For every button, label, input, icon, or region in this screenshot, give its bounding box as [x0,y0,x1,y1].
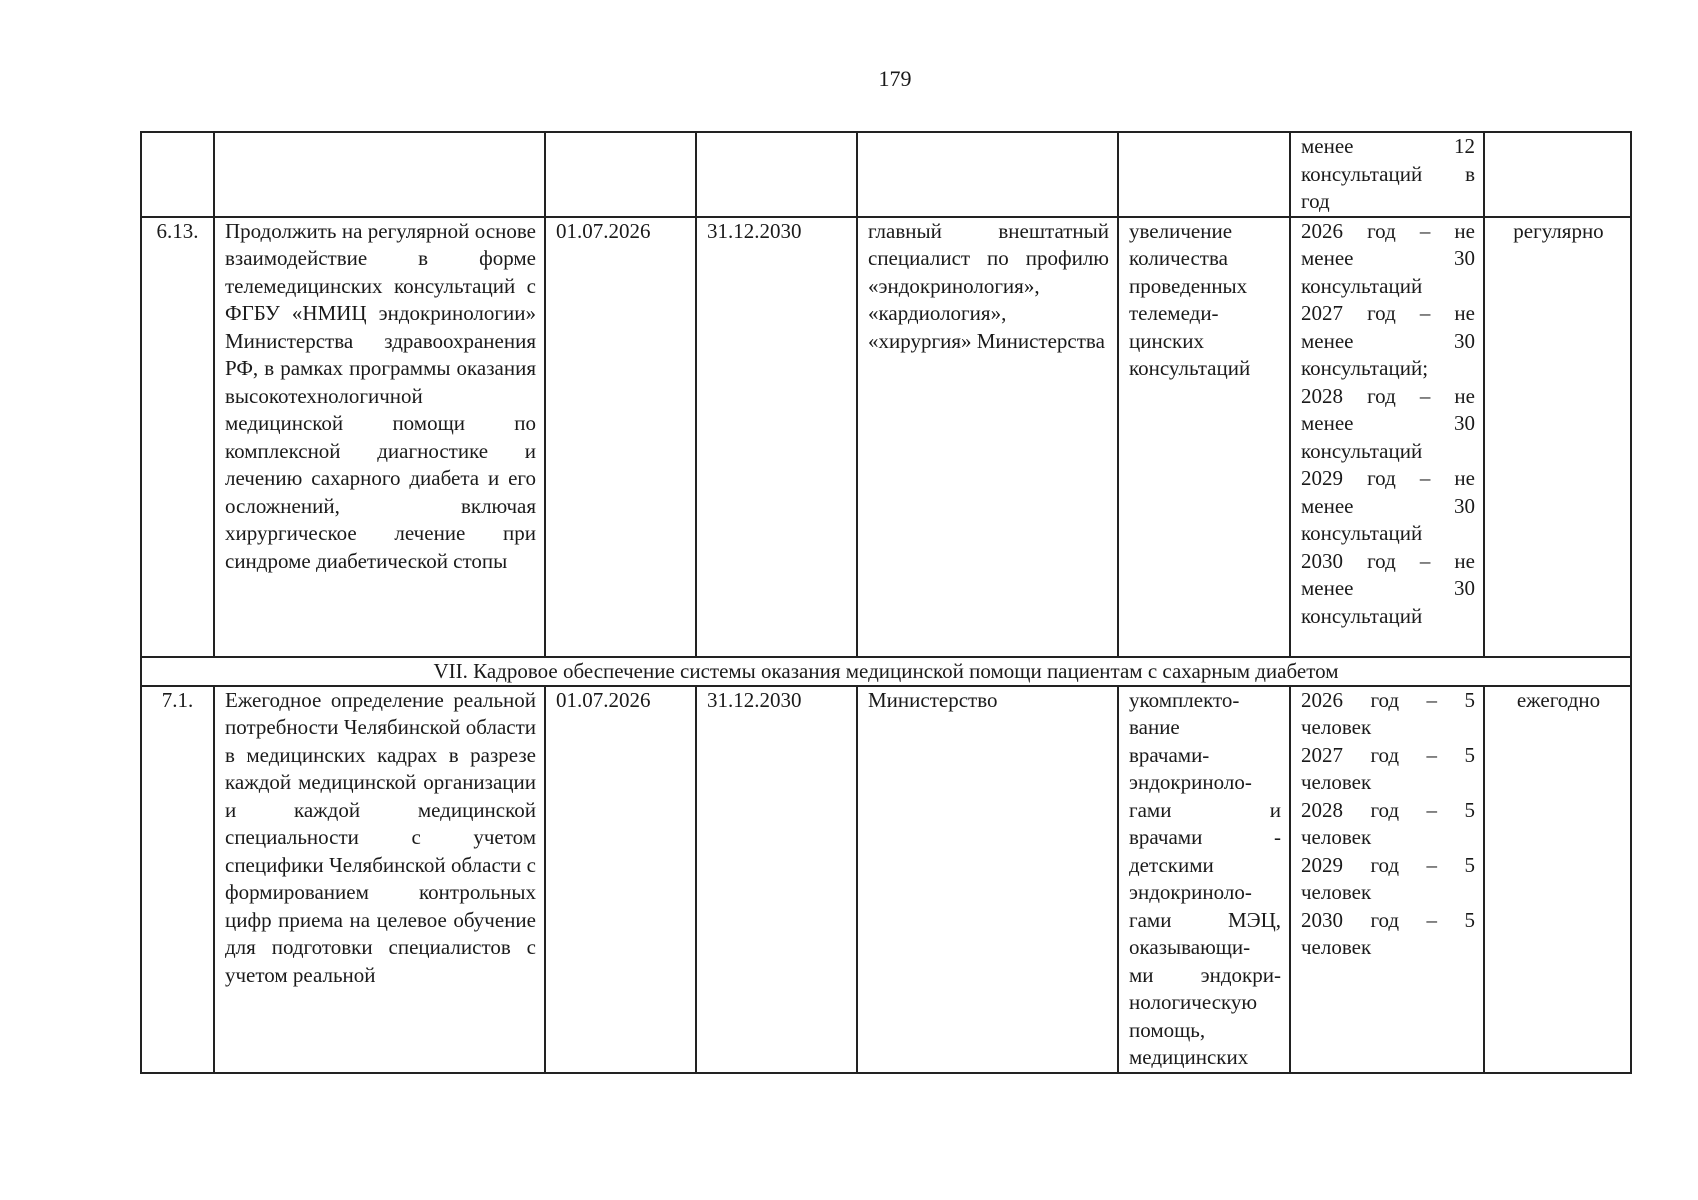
cell-result [1118,217,1290,657]
action-plan-table [140,131,1632,1074]
section-header-row [141,657,1631,686]
cell-line: менее 30 [1301,493,1475,518]
table-row [141,217,1631,657]
cell-line: нологическую [1129,990,1258,1014]
cell-line: детскими [1129,852,1214,877]
cell-end-date [696,132,857,217]
cell-line: 2026 год – не [1301,218,1475,243]
cell-line: оказывающи- [1129,935,1251,959]
cell-start-date: 01.07.2026 [545,686,696,1073]
cell-line: 2028 год – 5 [1301,797,1475,822]
cell-line: врачами- [1129,742,1210,767]
cell-responsible [857,132,1118,217]
cell-result [1118,686,1290,1073]
cell-number [141,132,214,217]
cell-line: консультаций [1301,273,1423,298]
cell-frequency [1484,132,1631,217]
cell-line: человек [1301,715,1372,739]
cell-end-date: 31.12.2030 [696,217,857,657]
cell-action: Продолжить на регулярной основе взаимодействие в форме телемедицинских консультаций с ФГБУ «НМИЦ эндокринологии» Министерства здравоохранения РФ, в рамках программы оказания высокотехнологичной медицинской помощи по комплексной диагностике и лечению сахарного диабета и его осложнений, включая хирургическое лечение при синдроме диабетической стопы [214,217,545,657]
cell-line: менее 12 [1301,134,1475,158]
cell-line: количества [1129,246,1228,270]
cell-line: менее 30 [1301,246,1475,270]
cell-frequency: регулярно [1484,217,1631,657]
table-row [141,686,1631,1073]
cell-responsible: Министерство [857,686,1118,1073]
cell-line: менее 30 [1301,576,1475,600]
cell-line: 2030 год – не [1301,548,1475,573]
cell-line: консультаций [1301,438,1423,463]
cell-action: Ежегодное определение реальной потребности Челябинской области в медицинских кадрах в разрезе каждой медицинской организации и каждой медицинской специальности с учетом специфики Челябинской области с формированием контрольных цифр приема на целевое обучение для подготовки специалистов с учетом реальной [214,686,545,1073]
cell-line: менее 30 [1301,411,1475,435]
cell-line: 2029 год – 5 [1301,852,1475,877]
cell-line: ми эндокри- [1129,962,1281,987]
cell-indicator [1290,132,1484,217]
cell-number: 7.1. [141,686,214,1073]
cell-line: эндокриноло- [1129,770,1252,794]
cell-line: 2026 год – 5 [1301,687,1475,712]
cell-line: гами МЭЦ, [1129,907,1281,932]
cell-start-date [545,132,696,217]
cell-line: 2030 год – 5 [1301,907,1475,932]
cell-end-date: 31.12.2030 [696,686,857,1073]
cell-line: человек [1301,935,1372,959]
cell-line: консультаций в [1301,161,1475,186]
cell-line: менее 30 [1301,328,1475,353]
cell-line: укомплекто- [1129,687,1240,712]
cell-start-date: 01.07.2026 [545,217,696,657]
cell-line: человек [1301,880,1372,904]
cell-line: проведенных [1129,273,1248,298]
cell-line: врачами - [1129,825,1281,849]
cell-result [1118,132,1290,217]
section-title: VII. Кадровое обеспечение системы оказания медицинской помощи пациентам с сахарным диабетом [141,657,1631,686]
cell-line: эндокриноло- [1129,880,1252,904]
cell-line: помощь, [1129,1017,1206,1042]
page-number: 179 [878,66,912,91]
cell-frequency: ежегодно [1484,686,1631,1073]
cell-line: год [1301,189,1330,213]
cell-line: медицинских [1129,1045,1249,1069]
cell-line: консультаций; [1301,356,1429,380]
cell-action [214,132,545,217]
cell-line: гами и [1129,797,1281,822]
cell-line: 2027 год – 5 [1301,742,1475,767]
cell-line: 2027 год – не [1301,301,1475,325]
cell-line: консультаций [1129,356,1251,380]
cell-line: консультаций [1301,603,1423,628]
cell-line: увеличение [1129,218,1233,243]
table-row-continued [141,132,1631,217]
cell-line: цинских [1129,328,1204,353]
cell-line: 2028 год – не [1301,383,1475,408]
cell-line: 2029 год – не [1301,466,1475,490]
cell-responsible: главный внештатный специалист по профилю «эндокринология», «кардиология», «хирургия» Министерства [857,217,1118,657]
cell-line: консультаций [1301,521,1423,545]
cell-line: вание [1129,715,1180,739]
cell-indicator [1290,217,1484,657]
cell-number: 6.13. [141,217,214,657]
cell-line: человек [1301,825,1372,849]
cell-line: телемеди- [1129,301,1219,325]
cell-line: человек [1301,770,1372,794]
cell-indicator [1290,686,1484,1073]
